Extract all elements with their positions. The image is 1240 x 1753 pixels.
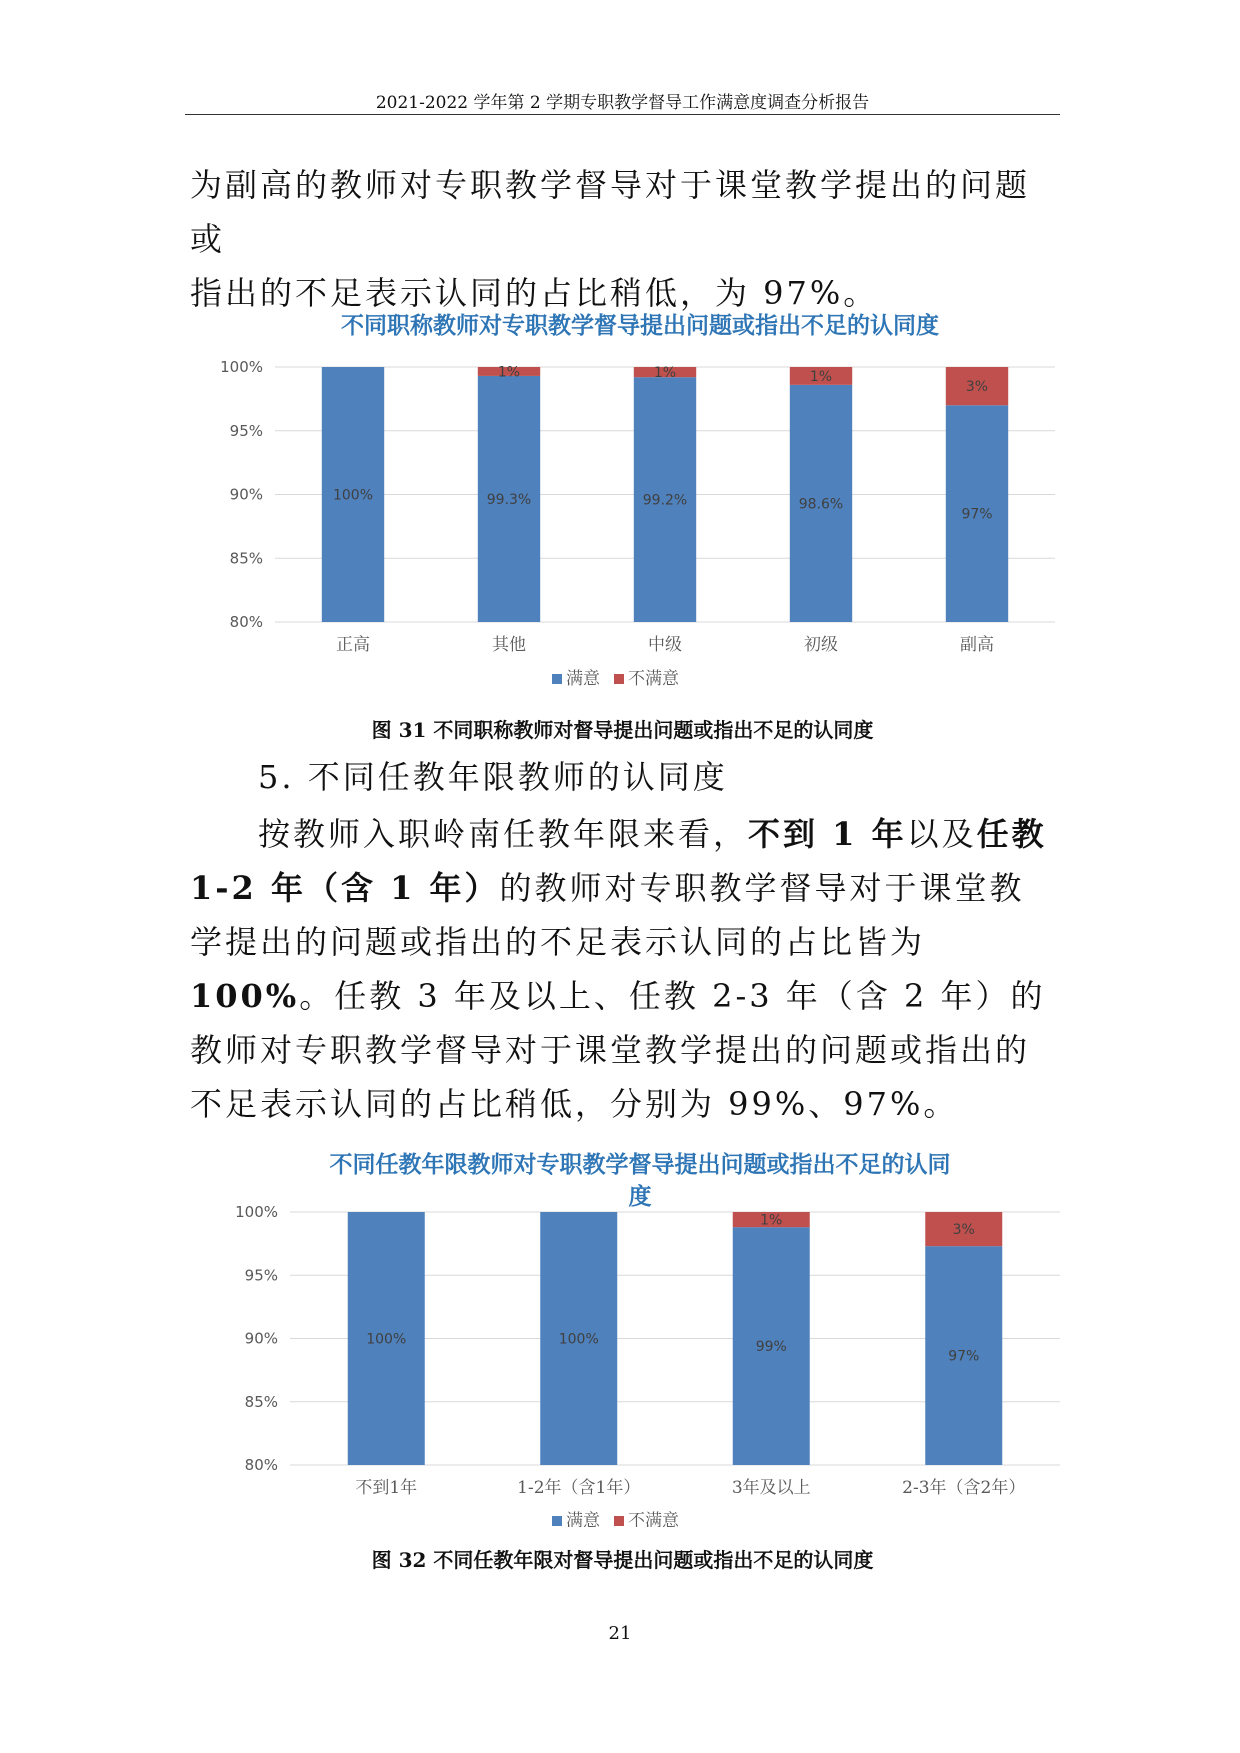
legend-swatch-unsatisfied	[614, 674, 624, 684]
data-label-satisfied: 100%	[366, 1331, 407, 1348]
p-bold-3: 100%	[190, 977, 300, 1015]
data-label-satisfied: 100%	[332, 487, 374, 504]
chart-title-line-2: 度	[628, 1184, 652, 1210]
header-rule	[185, 114, 1060, 115]
data-label-unsatisfied: 3%	[952, 1222, 975, 1239]
figure-31-caption: 图 31 不同职称教师对督导提出问题或指出不足的认同度	[371, 718, 874, 742]
p-bold-1: 不到 1 年	[748, 815, 907, 853]
p-text-2: 以及	[906, 815, 977, 853]
data-label-satisfied: 99.3%	[486, 491, 532, 508]
legend-swatch-satisfied	[552, 674, 562, 684]
x-category-label: 不到1年	[355, 1478, 418, 1498]
chart-teaching-years	[200, 1137, 1060, 1527]
data-label-unsatisfied: 1%	[809, 368, 833, 385]
legend-label-unsatisfied: 不满意	[628, 669, 679, 689]
intro-line-1: 为副高的教师对专职教学督导对于课堂教学提出的问题或	[190, 166, 1031, 258]
p-bold-2: 任教 1-2 年（含 1 年）	[190, 815, 1047, 907]
x-category-label: 初级	[804, 635, 838, 655]
p-text-1: 按教师入职岭南任教年限来看，	[258, 815, 749, 853]
legend-label-satisfied: 满意	[566, 669, 600, 689]
y-tick-label: 90%	[244, 1329, 278, 1348]
chart-professional-title	[200, 300, 1060, 700]
data-label-unsatisfied: 1%	[760, 1212, 783, 1229]
data-label-unsatisfied: 3%	[965, 379, 989, 396]
p-text-3: 的教师对专职教学督导对于课堂教学提出的问题或指出的不足表示认同的占比皆为	[190, 869, 1025, 961]
y-tick-label: 85%	[229, 549, 263, 568]
intro-line-2: 指出的不足表示认同的占比稍低，为 97%。	[190, 274, 879, 312]
data-label-unsatisfied: 1%	[653, 365, 677, 382]
chart-1-svg	[200, 300, 1060, 700]
data-label-satisfied: 99.2%	[642, 492, 688, 509]
y-tick-label: 100%	[220, 358, 263, 376]
chart-2-svg	[200, 1137, 1060, 1527]
running-header: 2021-2022 学年第 2 学期专职教学督导工作满意度调查分析报告	[375, 93, 870, 113]
page-number: 21	[608, 1623, 632, 1644]
data-label-satisfied: 99%	[755, 1339, 787, 1356]
legend-label-unsatisfied: 不满意	[628, 1511, 679, 1527]
data-label-satisfied: 100%	[558, 1331, 599, 1348]
data-label-unsatisfied: 1%	[497, 364, 521, 381]
legend-swatch-unsatisfied	[614, 1516, 624, 1526]
chart-title-line-1: 不同任教年限教师对专职教学督导提出问题或指出不足的认同	[329, 1152, 951, 1178]
y-tick-label: 95%	[244, 1266, 278, 1285]
p-text-4: 。任教 3 年及以上、任教 2-3 年（含 2 年）的教师对专职教学督导对于课堂教学提出的问题或指出的不足表示认同的占比稍低，分别为 99%、97%。	[190, 977, 1046, 1123]
y-tick-label: 80%	[244, 1456, 278, 1474]
y-tick-label: 90%	[229, 485, 263, 504]
x-category-label: 正高	[336, 635, 370, 655]
legend-label-satisfied: 满意	[566, 1511, 600, 1527]
data-label-satisfied: 97%	[948, 1348, 980, 1365]
y-tick-label: 95%	[229, 421, 263, 440]
section-5-heading: 5. 不同任教年限教师的认同度	[258, 758, 728, 796]
data-label-satisfied: 98.6%	[798, 496, 844, 513]
x-category-label: 2-3年（含2年）	[902, 1478, 1026, 1498]
section-5-paragraph	[190, 807, 1054, 1131]
x-category-label: 1-2年（含1年）	[517, 1478, 641, 1498]
y-tick-label: 85%	[244, 1392, 278, 1411]
y-tick-label: 100%	[235, 1203, 278, 1221]
intro-paragraph	[190, 158, 1054, 320]
x-category-label: 副高	[960, 635, 994, 655]
x-category-label: 中级	[648, 635, 682, 655]
x-category-label: 3年及以上	[731, 1478, 811, 1498]
chart-title: 不同职称教师对专职教学督导提出问题或指出不足的认同度	[341, 313, 939, 339]
data-label-satisfied: 97%	[961, 506, 993, 523]
legend-swatch-satisfied	[552, 1516, 562, 1526]
x-category-label: 其他	[492, 635, 526, 655]
figure-32-caption: 图 32 不同任教年限对督导提出问题或指出不足的认同度	[371, 1548, 874, 1572]
y-tick-label: 80%	[229, 613, 263, 631]
